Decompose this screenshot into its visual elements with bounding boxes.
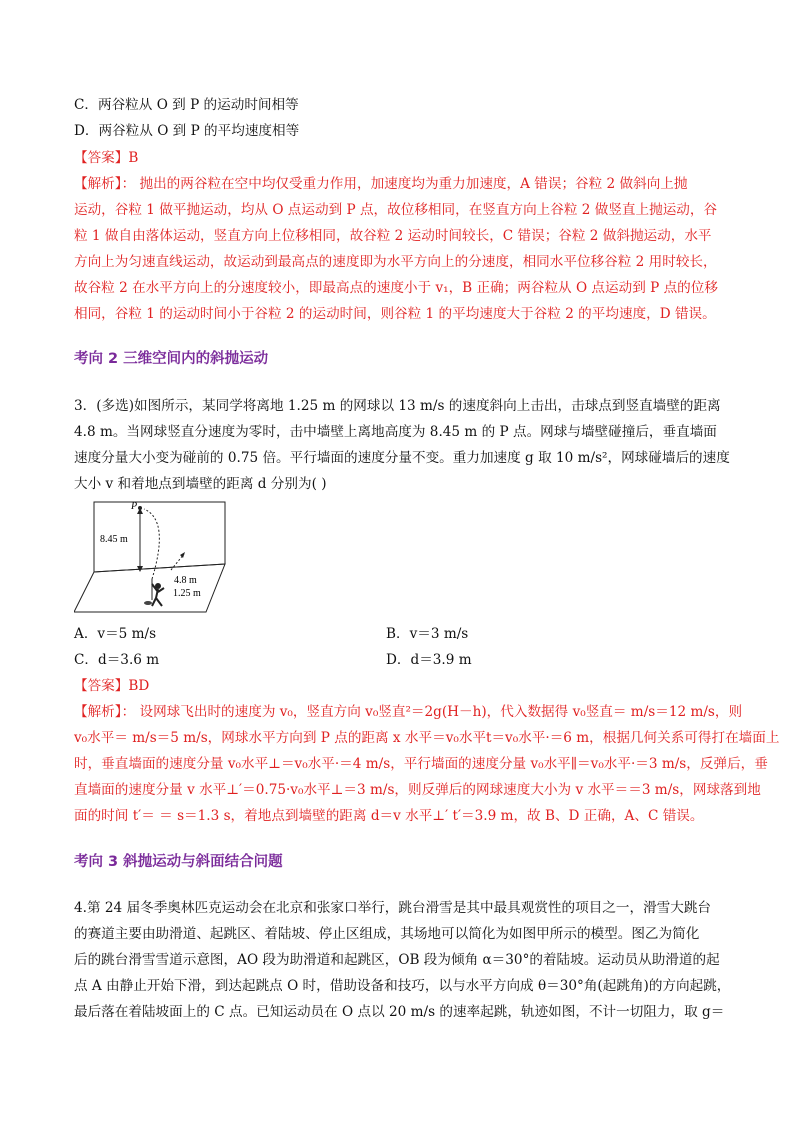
figure-label-845: 8.45 m [100, 534, 128, 545]
q3-option-a: A．v＝5 m/s [74, 626, 157, 642]
q4-stem-line: 点 A 由静止开始下滑，到达起跳点 O 时，借助设备和技巧，以与水平方向成 θ＝30°角(起跳角)的方向起跳， [74, 978, 731, 994]
q3-stem-line: 4.8 m。当网球竖直分速度为零时，击中墙壁上离地高度为 8.45 m 的 P 点。网球与墙壁碰撞后，垂直墙面 [74, 424, 717, 440]
q3-analysis-line: 面的时间 t′＝ ＝ s＝1.3 s，着地点到墙壁的距离 d＝v 水平⊥′ t′＝3.9 m，故 B、D 正确，A、C 错误。 [74, 808, 704, 824]
section-heading-3: 考向 3 斜抛运动与斜面结合问题 [74, 854, 283, 870]
q3-analysis-line: 直墙面的速度分量 v 水平⊥′＝0.75·v₀水平⊥＝3 m/s，则反弹后的网球速度大小为 v 水平＝＝3 m/s，网球落到地 [74, 782, 761, 798]
q4-stem-line: 后的跳台滑雪雪道示意图，AO 段为助滑道和起跳区，OB 段为倾角 α＝30°的着陆坡。运动员从助滑道的起 [74, 952, 720, 968]
rebound-arrow-icon [180, 552, 185, 558]
q3-analysis-line: 时，垂直墙面的速度分量 v₀水平⊥＝v₀水平·＝4 m/s，平行墙面的速度分量 v₀水平∥＝v₀水平·＝3 m/s，反弹后，垂 [74, 756, 768, 772]
player-figure [144, 583, 164, 606]
point-p-marker [138, 506, 142, 510]
q2-option-c: C．两谷粒从 O 到 P 的运动时间相等 [74, 97, 299, 113]
figure-label-p: P [131, 501, 138, 512]
q2-analysis-line: 【解析】： 抛出的两谷粒在空中均仅受重力作用，加速度均为重力加速度，A 错误；谷粒 2 做斜向上抛 [74, 176, 688, 192]
q3-analysis-line: 【解析】： 设网球飞出时的速度为 v₀，竖直方向 v₀竖直²＝2g(H－h)，代入数据得 v₀竖直＝ m/s＝12 m/s，则 [74, 704, 743, 720]
q4-stem-line: 4.第 24 届冬季奥林匹克运动会在北京和张家口举行，跳台滑雪是其中最具观赏性的项目之一，滑雪大跳台 [74, 900, 712, 916]
q4-stem-line: 的赛道主要由助滑道、起跳区、着陆坡、停止区组成，其场地可以简化为如图甲所示的模型。图乙为简化 [74, 926, 700, 942]
q3-stem-line: 大小 v 和着地点到墙壁的距离 d 分别为( ) [74, 476, 327, 492]
q3-answer: 【答案】BD [74, 678, 150, 694]
section-heading-2: 考向 2 三维空间内的斜抛运动 [74, 351, 269, 367]
q2-answer: 【答案】B [74, 150, 139, 166]
q2-analysis-line: 运动，谷粒 1 做平抛运动，均从 O 点运动到 P 点，故位移相同，在竖直方向上谷粒 2 做竖直上抛运动，谷 [74, 202, 718, 218]
q3-option-b: B．v＝3 m/s [386, 626, 469, 642]
figure-label-125: 1.25 m [173, 588, 201, 599]
q3-option-c: C．d＝3.6 m [74, 652, 160, 668]
q2-option-d: D．两谷粒从 O 到 P 的平均速度相等 [74, 123, 300, 139]
q2-analysis-line: 故谷粒 2 在水平方向上的分速度较小，即最高点的速度小于 v₁，B 正确；两谷粒从 O 点运动到 P 点的位移 [74, 280, 718, 296]
q3-stem-line: 3．(多选)如图所示，某同学将离地 1.25 m 的网球以 13 m/s 的速度斜向上击出，击球点到竖直墙壁的距离 [74, 398, 721, 414]
q2-analysis-line: 方向上为匀速直线运动，故运动到最高点的速度即为水平方向上的分速度，相同水平位移谷粒 2 用时较长， [74, 254, 717, 270]
tennis-wall-figure [74, 500, 229, 615]
q2-analysis-line: 粒 1 做自由落体运动，竖直方向上位移相同，故谷粒 2 运动时间较长，C 错误；谷粒 2 做斜抛运动，水平 [74, 228, 712, 244]
q2-analysis-line: 相同，谷粒 1 的运动时间小于谷粒 2 的运动时间，则谷粒 1 的平均速度大于谷粒 2 的平均速度，D 错误。 [74, 306, 716, 322]
q4-stem-line: 最后落在着陆坡面上的 C 点。已知运动员在 O 点以 20 m/s 的速率起跳，轨迹如图，不计一切阻力，取 g＝ [74, 1004, 725, 1020]
figure-label-48: 4.8 m [174, 575, 197, 586]
q3-option-d: D．d＝3.9 m [386, 652, 472, 668]
q3-analysis-line: v₀水平＝ m/s＝5 m/s，网球水平方向到 P 点的距离 x 水平＝v₀水平t＝v₀水平·＝6 m，根据几何关系可得打在墙面上 [74, 730, 780, 746]
figure-drawing [74, 500, 229, 615]
q3-stem-line: 速度分量大小变为碰前的 0.75 倍。平行墙面的速度分量不变。重力加速度 g 取 10 m/s²，网球碰墙后的速度 [74, 450, 730, 466]
